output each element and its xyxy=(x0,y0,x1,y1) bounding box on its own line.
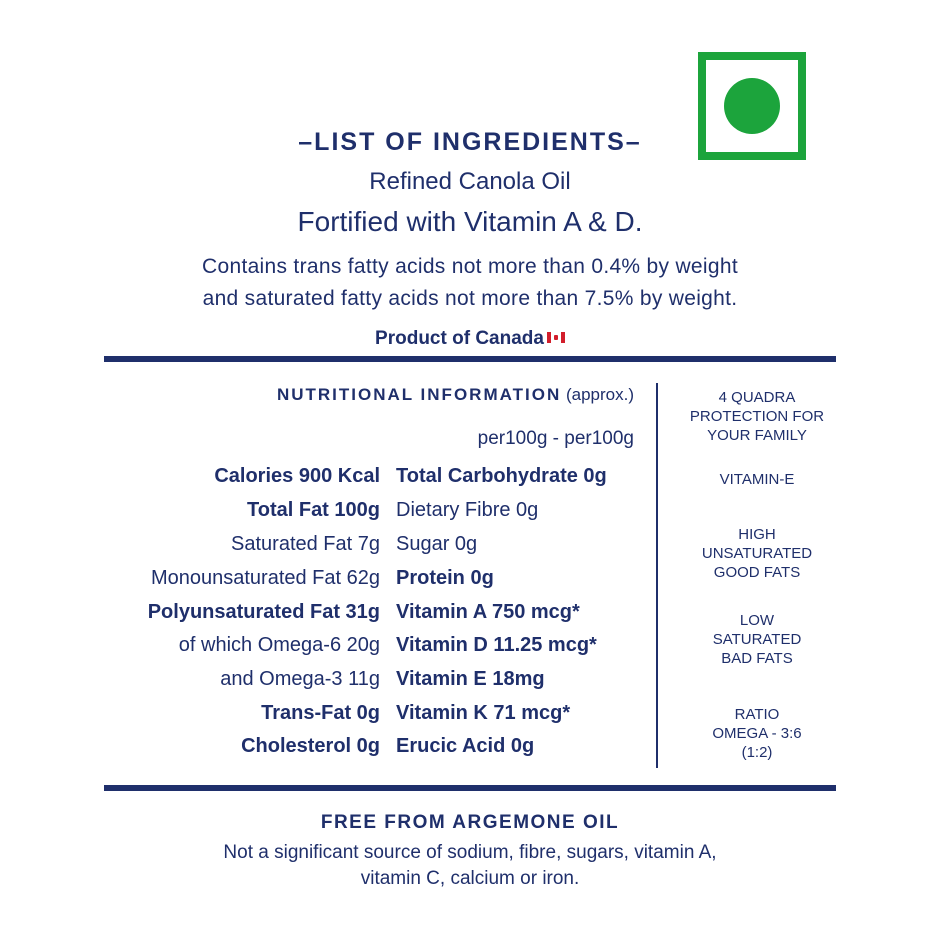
trans-fat-statement: Contains trans fatty acids not more than 0.4% by weight xyxy=(202,255,738,278)
footer-note: vitamin C, calcium or iron. xyxy=(360,868,580,889)
nutrient-right: Sugar 0g xyxy=(396,533,478,555)
benefit-line: PROTECTION FOR xyxy=(689,408,825,425)
argemone-free-title: FREE FROM ARGEMONE OIL xyxy=(320,812,620,833)
nutrient-right: Total Carbohydrate 0g xyxy=(396,465,607,487)
benefit-item xyxy=(662,388,852,445)
per-serving-label: per100g - per100g xyxy=(477,428,634,449)
nutrient-left: Total Fat 100g xyxy=(247,499,380,521)
benefit-item xyxy=(662,525,852,582)
country-of-origin xyxy=(0,328,940,350)
benefit-line: OMEGA - 3:6 xyxy=(712,725,802,742)
benefit-item xyxy=(662,611,852,668)
benefit-line: 4 QUADRA xyxy=(718,389,796,406)
nutrient-right: Vitamin D 11.25 mcg* xyxy=(396,634,597,656)
nutrient-right: Vitamin E 18mg xyxy=(396,668,545,690)
origin-label: Product of Canada xyxy=(375,328,544,349)
bottom-divider xyxy=(104,785,836,791)
nutrient-left: of which Omega-6 20g xyxy=(178,634,380,656)
benefit-line: HIGH xyxy=(738,526,776,543)
benefit-line: SATURATED xyxy=(712,631,802,648)
benefit-item xyxy=(662,470,852,489)
ingredients-title: –LIST OF INGREDIENTS– xyxy=(298,128,642,156)
nutrient-left: Cholesterol 0g xyxy=(241,735,380,757)
nutrient-right: Vitamin A 750 mcg* xyxy=(396,601,580,623)
nutrient-right: Dietary Fibre 0g xyxy=(396,499,539,521)
benefit-line: UNSATURATED xyxy=(701,545,813,562)
benefit-line: BAD FATS xyxy=(721,650,793,667)
nutrient-left: and Omega-3 11g xyxy=(220,668,380,690)
saturated-fat-statement: and saturated fatty acids not more than 7.5% by weight. xyxy=(202,287,738,310)
nutrient-right: Protein 0g xyxy=(396,567,494,589)
benefit-line: VITAMIN-E xyxy=(719,471,795,488)
top-divider xyxy=(104,356,836,362)
veg-symbol-dot xyxy=(724,78,780,134)
benefit-line: LOW xyxy=(739,612,775,629)
canada-flag-icon xyxy=(547,332,565,343)
nutrition-heading xyxy=(277,385,634,405)
nutrient-right: Vitamin K 71 mcg* xyxy=(396,702,571,724)
nutrition-heading-label: NUTRITIONAL INFORMATION xyxy=(276,385,562,404)
nutrient-left: Trans-Fat 0g xyxy=(261,702,380,724)
nutrient-right: Erucic Acid 0g xyxy=(396,735,535,757)
benefit-line: YOUR FAMILY xyxy=(707,427,807,444)
nutrient-left: Saturated Fat 7g xyxy=(231,533,380,555)
benefit-line: (1:2) xyxy=(741,744,773,761)
benefit-line: GOOD FATS xyxy=(713,564,801,581)
ingredient-line: Refined Canola Oil xyxy=(369,168,571,195)
benefit-item xyxy=(662,705,852,762)
nutrition-heading-note: (approx.) xyxy=(565,385,634,404)
nutrient-left: Polyunsaturated Fat 31g xyxy=(147,601,380,623)
fortification-line: Fortified with Vitamin A & D. xyxy=(297,206,643,237)
nutrient-left: Monounsaturated Fat 62g xyxy=(150,567,380,589)
nutrient-left: Calories 900 Kcal xyxy=(214,465,380,487)
benefit-line: RATIO xyxy=(734,706,780,723)
footer-note: Not a significant source of sodium, fibre, sugars, vitamin A, xyxy=(223,842,717,863)
column-divider xyxy=(656,383,658,768)
